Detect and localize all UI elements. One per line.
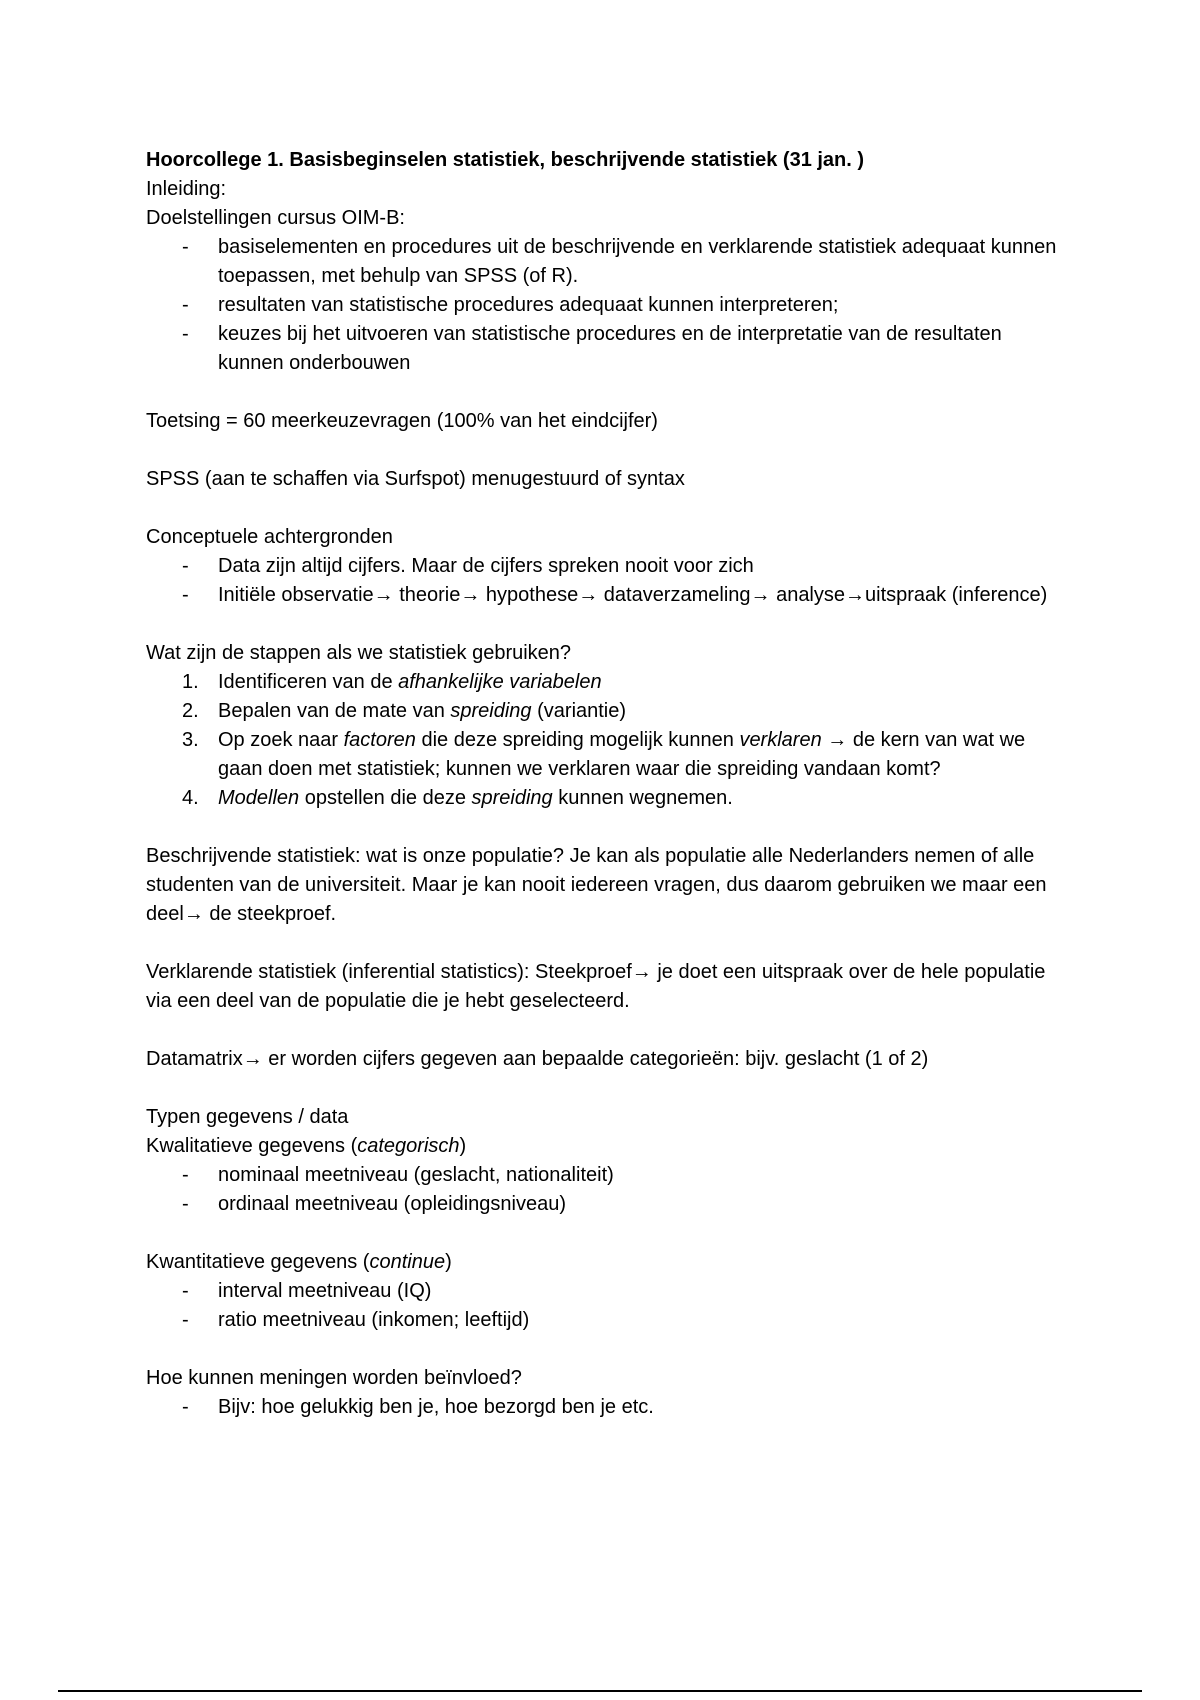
doelstellingen-list	[146, 233, 1066, 378]
meningen-heading: Hoe kunnen meningen worden beïnvloed?	[146, 1367, 522, 1389]
list-item: 1. Identificeren van de afhankelijke variabelen	[182, 671, 602, 693]
list-item: - ordinaal meetniveau (opleidingsniveau)	[146, 1190, 1066, 1219]
stappen-list	[146, 668, 1066, 813]
doelstellingen-heading: Doelstellingen cursus OIM-B:	[146, 207, 405, 229]
kwalitatief-list	[146, 1161, 1066, 1219]
inleiding-label: Inleiding:	[146, 178, 227, 200]
list-item: - Bijv: hoe gelukkig ben je, hoe bezorgd ben je etc.	[146, 1393, 1066, 1422]
stappen-heading: Wat zijn de stappen als we statistiek gebruiken?	[146, 642, 572, 664]
dash-marker: -	[182, 584, 189, 606]
list-item: - interval meetniveau (IQ)	[146, 1277, 1066, 1306]
dash-marker: -	[182, 1164, 189, 1186]
spss-text: SPSS (aan te schaffen via Surfspot) menugestuurd of syntax	[146, 468, 685, 490]
list-item: - ratio meetniveau (inkomen; leeftijd)	[146, 1306, 1066, 1335]
dash-marker: -	[182, 323, 189, 345]
list-item: - Initiële observatie→ theorie→ hypothese→ dataverzameling→ analyse→uitspraak (inference)	[146, 581, 1066, 610]
footer-rule	[58, 1690, 1142, 1692]
toetsing-text: Toetsing = 60 meerkeuzevragen (100% van het eindcijfer)	[146, 410, 658, 432]
list-item: - nominaal meetniveau (geslacht, nationaliteit)	[146, 1161, 1066, 1190]
list-item: - resultaten van statistische procedures adequaat kunnen interpreteren;	[146, 291, 1066, 320]
kwantitatief-heading: Kwantitatieve gegevens (continue)	[146, 1251, 452, 1273]
datamatrix-paragraph: Datamatrix→ er worden cijfers gegeven aan bepaalde categorieën: bijv. geslacht (1 of 2)	[146, 1048, 929, 1070]
dash-marker: -	[182, 1396, 189, 1418]
page-title: Hoorcollege 1. Basisbeginselen statistiek, beschrijvende statistiek (31 jan. )	[146, 149, 865, 171]
typen-heading: Typen gegevens / data	[146, 1106, 349, 1128]
conceptueel-list	[146, 552, 1066, 610]
dash-marker: -	[182, 236, 189, 258]
list-item: 4. Modellen opstellen die deze spreiding kunnen wegnemen.	[182, 787, 733, 809]
verklarend-paragraph: Verklarende statistiek (inferential statistics): Steekproef→ je doet een uitspraak over de hele populatie via een deel van de populatie die je hebt geselecteerd.	[146, 961, 1046, 1012]
dash-marker: -	[182, 555, 189, 577]
dash-marker: -	[182, 1193, 189, 1215]
document-page	[146, 146, 1066, 1422]
kwalitatief-heading: Kwalitatieve gegevens (categorisch)	[146, 1135, 467, 1157]
dash-marker: -	[182, 1280, 189, 1302]
dash-marker: -	[182, 1309, 189, 1331]
list-item: - Data zijn altijd cijfers. Maar de cijfers spreken nooit voor zich	[146, 552, 1066, 581]
meningen-list	[146, 1393, 1066, 1422]
list-item: - basiselementen en procedures uit de beschrijvende en verklarende statistiek adequaat kunnen toepassen, met behulp van SPSS (of R).	[146, 233, 1066, 291]
list-item: 3. Op zoek naar factoren die deze spreiding mogelijk kunnen verklaren → de kern van wat we gaan doen met statistiek; kunnen we verklaren waar die spreiding vandaan komt?	[182, 729, 1026, 780]
dash-marker: -	[182, 294, 189, 316]
beschrijvend-paragraph: Beschrijvende statistiek: wat is onze populatie? Je kan als populatie alle Nederlanders nemen of alle studenten van de universiteit. Maar je kan nooit iedereen vragen, dus daarom gebruiken we maar een deel→ de steekproef.	[146, 845, 1047, 925]
conceptueel-heading: Conceptuele achtergronden	[146, 526, 393, 548]
kwantitatief-list	[146, 1277, 1066, 1335]
list-item: 2. Bepalen van de mate van spreiding (variantie)	[182, 700, 627, 722]
list-item: - keuzes bij het uitvoeren van statistische procedures en de interpretatie van de resultaten kunnen onderbouwen	[146, 320, 1066, 378]
